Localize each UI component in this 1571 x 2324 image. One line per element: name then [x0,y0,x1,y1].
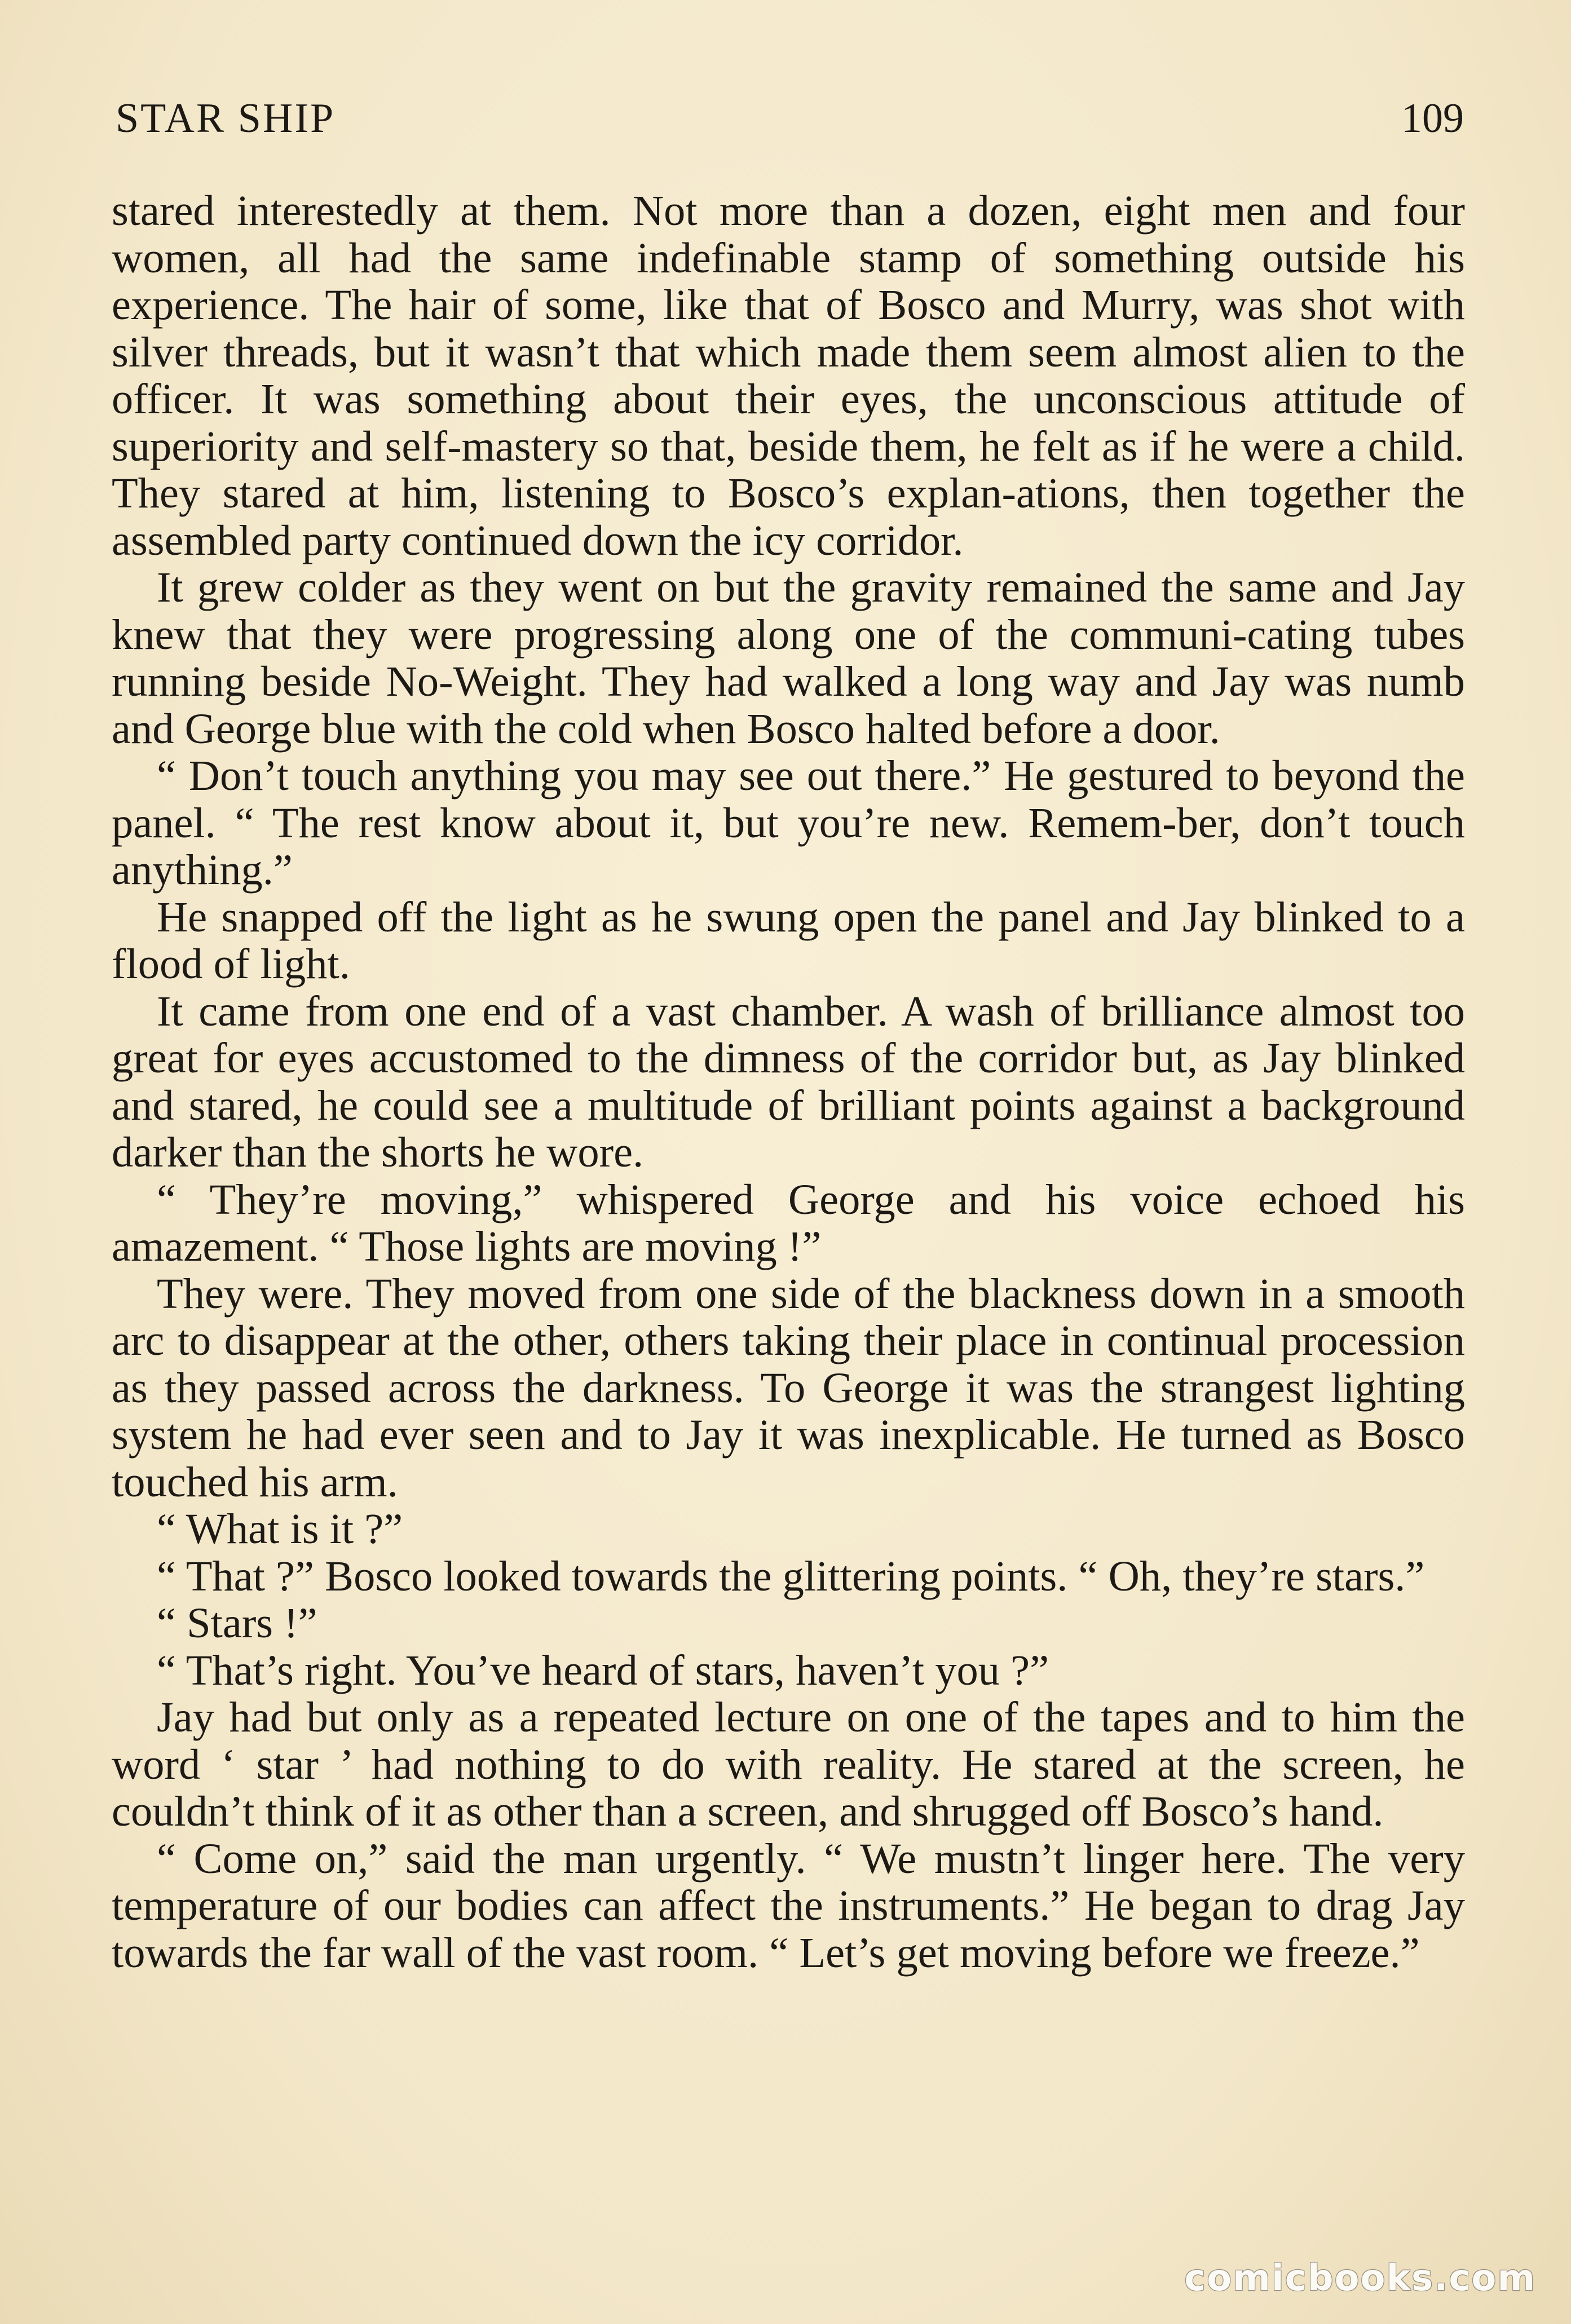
paragraph: “ They’re moving,” whispered George and his voice echoed his amazement. “ Those lights are moving !” [112,1175,1465,1270]
running-header [116,95,1464,157]
paragraph: “ What is it ?” [157,1505,403,1553]
paragraph: “ Stars !” [157,1599,317,1647]
paragraph: They were. They moved from one side of the blackness down in a smooth arc to disappear at the other, others taking their place in continual procession as they passed across the darkness. To George it was the strangest lighting system he had ever seen and to Jay it was inexplicable. He turned as Bosco touched his arm. [112,1269,1465,1506]
page-number: 109 [1401,95,1464,142]
paragraph: Jay had but only as a repeated lecture on one of the tapes and to him the word ‘ star ’ had nothing to do with reality. He stared at the screen, he couldn’t think of it as other than a screen, and shrugged off Bosco’s hand. [112,1693,1465,1835]
paragraph: He snapped off the light as he swung open the panel and Jay blinked to a flood of light. [112,893,1465,988]
paragraph: stared interestedly at them. Not more than a dozen, eight men and four women, all had the same indefinable stamp of something outside his experience. The hair of some, like that of Bosco and Murry, was shot with silver threads, but it wasn’t that which made them seem almost alien to the officer. It was something about their eyes, the unconscious attitude of superiority and self-mastery so that, beside them, he felt as if he were a child. They stared at him, listening to Bosco’s explan-ations, then together the assembled party continued down the icy corridor. [112,187,1465,564]
running-title: STAR SHIP [116,95,336,142]
watermark: comicbooks.com [1184,2257,1536,2299]
paragraph: “ That’s right. You’ve heard of stars, haven’t you ?” [157,1646,1049,1694]
paragraph: “ Come on,” said the man urgently. “ We mustn’t linger here. The very temperature of our bodies can affect the instruments.” He began to drag Jay towards the far wall of the vast room. “ Let’s get moving before we freeze.” [112,1834,1465,1977]
paragraph: “ Don’t touch anything you may see out there.” He gestured to beyond the panel. “ The rest know about it, but you’re new. Remem-ber, don’t touch anything.” [112,752,1465,894]
paragraph: It came from one end of a vast chamber. A wash of brilliance almost too great for eyes accustomed to the dimness of the corridor but, as Jay blinked and stared, he could see a multitude of brilliant points against a background darker than the shorts he wore. [112,987,1465,1176]
paragraph: “ That ?” Bosco looked towards the glittering points. “ Oh, they’re stars.” [157,1552,1425,1600]
body-text [112,187,1465,1976]
paragraph: It grew colder as they went on but the gravity remained the same and Jay knew that they were progressing along one of the communi-cating tubes running beside No-Weight. They had walked a long way and Jay was numb and George blue with the cold when Bosco halted before a door. [112,563,1465,753]
